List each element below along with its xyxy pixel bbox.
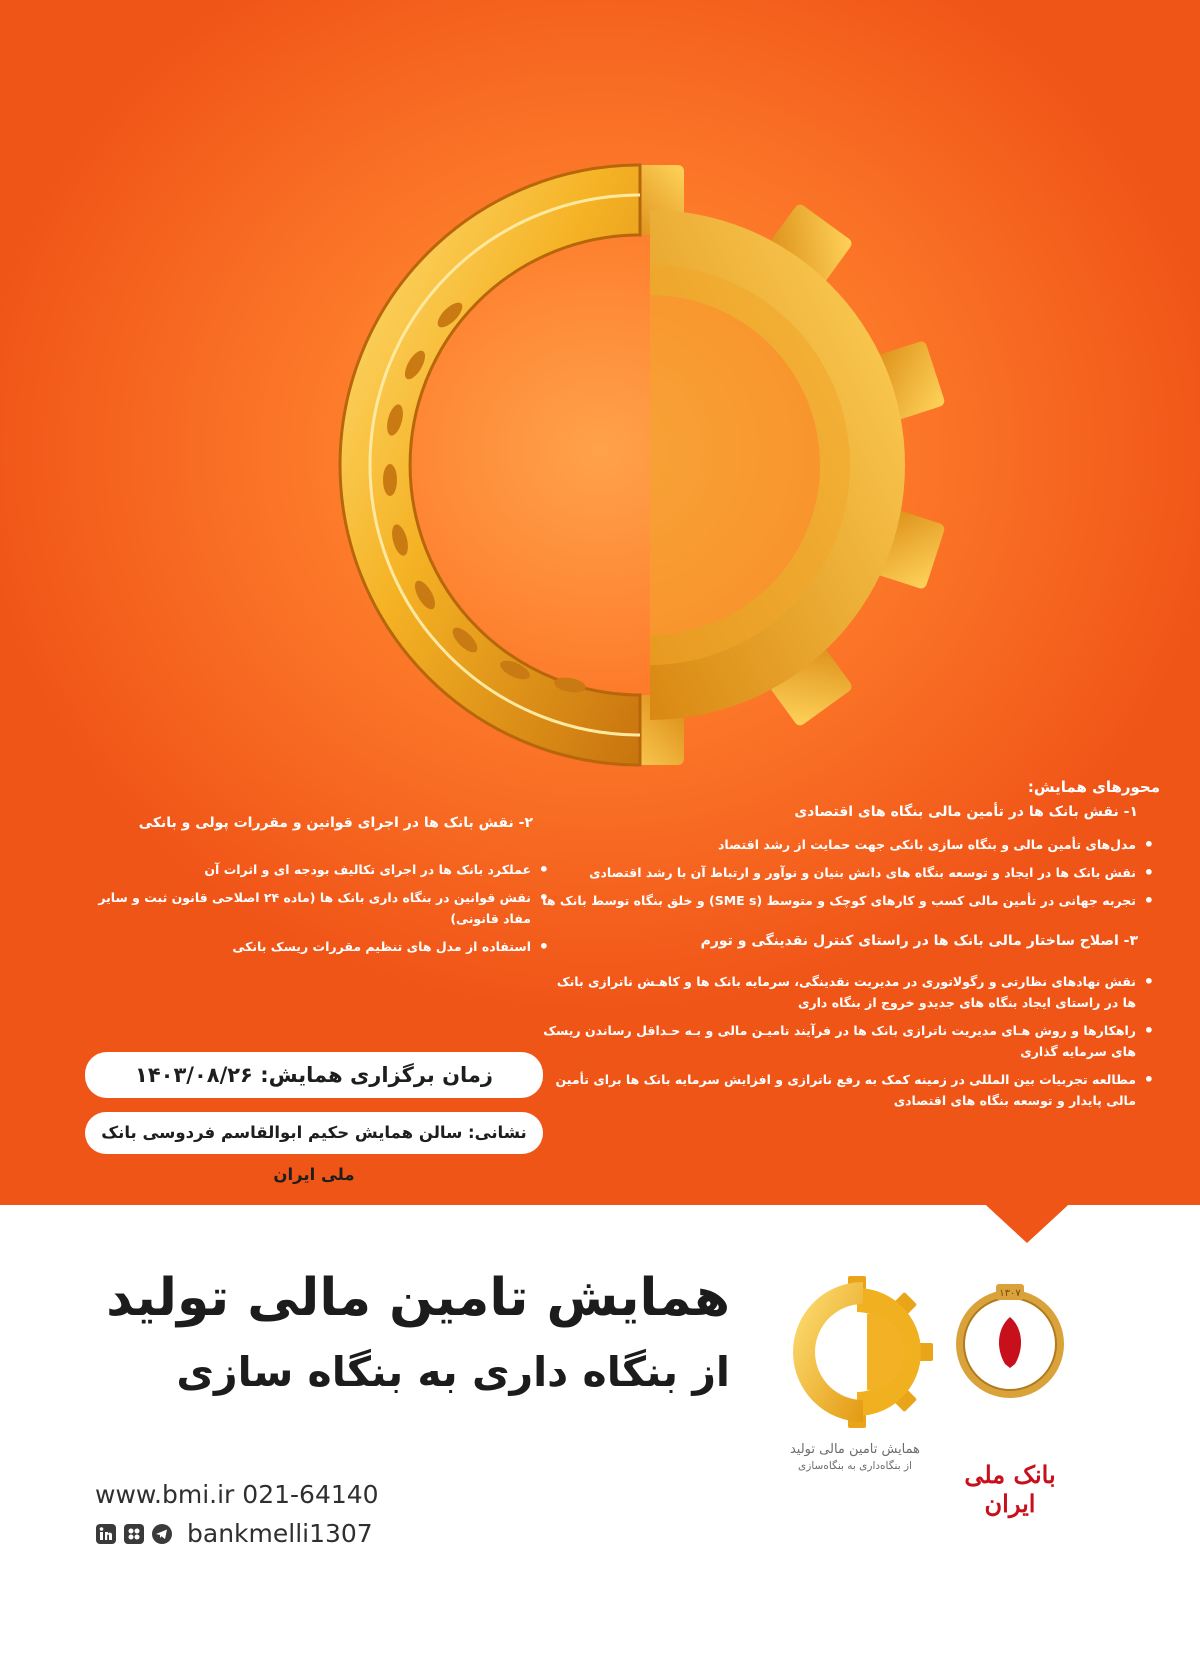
- telegram-icon[interactable]: [151, 1523, 173, 1545]
- social-line: [95, 1519, 373, 1548]
- headline-subtitle: از بنگاه داری به بنگاه سازی: [176, 1348, 730, 1396]
- list-item: • استفاده از مدل های تنظیم مقررات ریسک بانکی: [70, 936, 555, 957]
- axis-3-list: [540, 971, 1160, 1111]
- axis-2-title: ۲- نقش بانک ها در اجرای قوانین و مقررات پولی و بانکی: [138, 815, 533, 831]
- list-item: • نقش نهادهای نظارتی و رگولاتوری در مدیریت نقدینگی، سرمایه بانک ها و کاهـش ناترازی بانک ها در راستای ایجاد بنگاه های جدیدو خروج از بنگاه داری: [540, 971, 1160, 1013]
- phone-number: 021-64140: [242, 1480, 379, 1509]
- conference-logo-icon: [775, 1272, 935, 1432]
- bank-name: بانک ملی ایران: [964, 1460, 1056, 1518]
- social-handle[interactable]: bankmelli1307: [187, 1519, 373, 1548]
- bank-melli-emblem-icon: [950, 1272, 1070, 1412]
- list-item: • نقش بانک ها در ایجاد و توسعه بنگاه های دانش بنیان و نوآور و ارتباط آن با رشد اقتصادی: [540, 862, 1160, 883]
- axes-title: محورهای همایش:: [1027, 778, 1160, 796]
- list-item: • مطالعه تجربیات بین المللی در زمینه کمک به رفع ناترازی و افزایش سرمایه بانک ها برای تأمین مالی پایدار و توسعه بنگاه های اقتصادی: [540, 1069, 1160, 1111]
- headline-title: همایش تامین مالی تولید: [106, 1268, 730, 1328]
- conference-axes: [540, 778, 1160, 1131]
- gear-coin-emblem: [270, 135, 970, 795]
- pointer-notch: [975, 1195, 1079, 1243]
- aparat-icon[interactable]: [123, 1523, 145, 1545]
- linkedin-icon[interactable]: [95, 1523, 117, 1545]
- conference-logo-caption: [760, 1442, 950, 1472]
- list-item: • نقش قوانین در بنگاه داری بانک ها (ماده ۲۴ اصلاحی قانون ثبت و سایر مفاد قانونی): [70, 887, 555, 929]
- website-link[interactable]: www.bmi.ir: [95, 1480, 235, 1509]
- axis-2-block: [70, 815, 555, 977]
- list-item: • مدل‌های تأمین مالی و بنگاه سازی بانکی جهت حمایت از رشد اقتصاد: [540, 834, 1160, 855]
- axis-3-title: ۳- اصلاح ساختار مالی بانک ها در راستای کنترل نقدینگی و تورم: [700, 933, 1138, 949]
- logo-caption-line1: همایش تامین مالی تولید: [789, 1442, 921, 1457]
- event-place-pill: نشانی: سالن همایش حکیم ابوالقاسم فردوسی بانک ملی ایران: [85, 1112, 543, 1154]
- list-item: • راهکارها و روش هـای مدیریت ناترازی بانک ها در فرآیند تامیـن مالی و بـه حـداقل رساندن ریسک های سرمایه گذاری: [540, 1020, 1160, 1062]
- axis-1-title: ۱- نقش بانک ها در تأمین مالی بنگاه های اقتصادی: [794, 804, 1138, 820]
- contact-line: [95, 1480, 379, 1509]
- logo-caption-line2: از بنگاه‌داری به بنگاه‌سازی: [798, 1460, 912, 1472]
- list-item: • عملکرد بانک ها در اجرای تکالیف بودجه ای و اثرات آن: [70, 859, 555, 880]
- list-item: • تجربه جهانی در تأمین مالی کسب و کارهای کوچک و متوسط (SME s) و خلق بنگاه توسط بانک ها: [540, 890, 1160, 911]
- axis-1-list: [540, 834, 1160, 911]
- event-time-pill: زمان برگزاری همایش: ۱۴۰۳/۰۸/۲۶: [85, 1052, 543, 1098]
- axis-2-list: [70, 859, 555, 957]
- bank-year-text: ۱۳۰۷: [999, 1288, 1021, 1299]
